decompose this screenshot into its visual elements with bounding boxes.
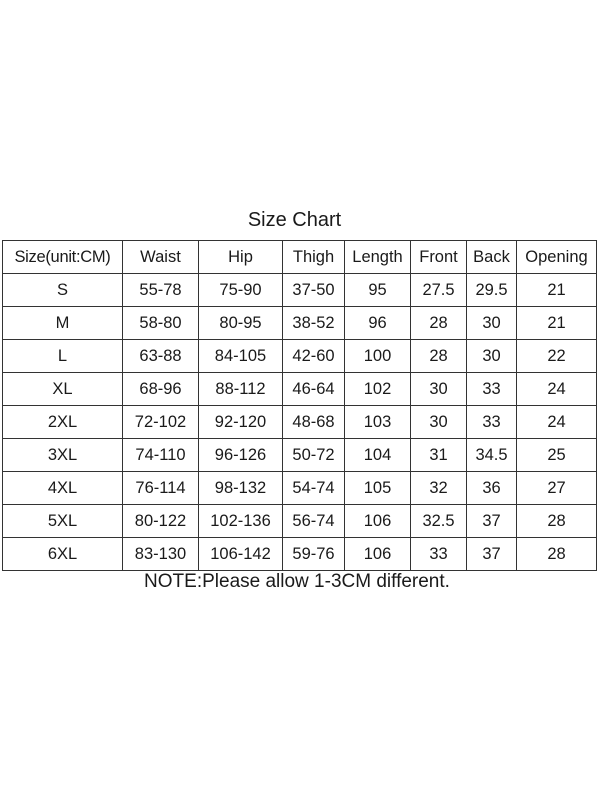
cell-hip: 88-112 (199, 373, 283, 406)
cell-size: XL (3, 373, 123, 406)
header-length: Length (345, 241, 411, 274)
cell-length: 106 (345, 538, 411, 571)
table-body (3, 274, 597, 571)
cell-opening: 22 (517, 340, 597, 373)
cell-front: 32.5 (411, 505, 467, 538)
table-row (3, 439, 597, 472)
cell-thigh: 50-72 (283, 439, 345, 472)
cell-length: 106 (345, 505, 411, 538)
cell-front: 27.5 (411, 274, 467, 307)
cell-opening: 24 (517, 373, 597, 406)
cell-waist: 55-78 (123, 274, 199, 307)
cell-thigh: 56-74 (283, 505, 345, 538)
header-hip: Hip (199, 241, 283, 274)
cell-size: 6XL (3, 538, 123, 571)
cell-back: 37 (467, 505, 517, 538)
cell-front: 33 (411, 538, 467, 571)
cell-waist: 58-80 (123, 307, 199, 340)
cell-back: 37 (467, 538, 517, 571)
cell-size: S (3, 274, 123, 307)
cell-back: 30 (467, 307, 517, 340)
cell-opening: 21 (517, 274, 597, 307)
chart-title: Size Chart (247, 209, 342, 231)
cell-opening: 28 (517, 538, 597, 571)
cell-thigh: 48-68 (283, 406, 345, 439)
cell-length: 96 (345, 307, 411, 340)
cell-thigh: 37-50 (283, 274, 345, 307)
cell-back: 29.5 (467, 274, 517, 307)
header-back: Back (467, 241, 517, 274)
cell-length: 95 (345, 274, 411, 307)
table-row (3, 472, 597, 505)
cell-front: 30 (411, 373, 467, 406)
cell-back: 30 (467, 340, 517, 373)
table-row (3, 505, 597, 538)
cell-front: 28 (411, 307, 467, 340)
cell-opening: 25 (517, 439, 597, 472)
size-chart-table (2, 240, 597, 571)
cell-opening: 21 (517, 307, 597, 340)
cell-waist: 68-96 (123, 373, 199, 406)
cell-thigh: 42-60 (283, 340, 345, 373)
cell-front: 31 (411, 439, 467, 472)
cell-hip: 96-126 (199, 439, 283, 472)
cell-front: 28 (411, 340, 467, 373)
cell-hip: 75-90 (199, 274, 283, 307)
cell-thigh: 46-64 (283, 373, 345, 406)
table-row (3, 538, 597, 571)
cell-length: 102 (345, 373, 411, 406)
cell-opening: 27 (517, 472, 597, 505)
header-waist: Waist (123, 241, 199, 274)
cell-waist: 63-88 (123, 340, 199, 373)
header-thigh: Thigh (283, 241, 345, 274)
cell-size: M (3, 307, 123, 340)
header-opening: Opening (517, 241, 597, 274)
cell-back: 34.5 (467, 439, 517, 472)
cell-length: 105 (345, 472, 411, 505)
cell-size: L (3, 340, 123, 373)
cell-front: 30 (411, 406, 467, 439)
header-row (3, 241, 597, 274)
cell-thigh: 59-76 (283, 538, 345, 571)
table-row (3, 307, 597, 340)
cell-size: 3XL (3, 439, 123, 472)
cell-hip: 80-95 (199, 307, 283, 340)
cell-waist: 80-122 (123, 505, 199, 538)
cell-front: 32 (411, 472, 467, 505)
table-row (3, 406, 597, 439)
cell-back: 36 (467, 472, 517, 505)
table-row (3, 373, 597, 406)
cell-waist: 74-110 (123, 439, 199, 472)
cell-thigh: 54-74 (283, 472, 345, 505)
cell-hip: 92-120 (199, 406, 283, 439)
cell-waist: 72-102 (123, 406, 199, 439)
cell-size: 2XL (3, 406, 123, 439)
cell-hip: 98-132 (199, 472, 283, 505)
cell-waist: 76-114 (123, 472, 199, 505)
cell-opening: 28 (517, 505, 597, 538)
cell-back: 33 (467, 373, 517, 406)
cell-size: 5XL (3, 505, 123, 538)
table-row (3, 274, 597, 307)
header-front: Front (411, 241, 467, 274)
cell-hip: 106-142 (199, 538, 283, 571)
cell-waist: 83-130 (123, 538, 199, 571)
cell-size: 4XL (3, 472, 123, 505)
cell-length: 103 (345, 406, 411, 439)
header-size: Size(unit:CM) (3, 241, 123, 274)
cell-back: 33 (467, 406, 517, 439)
cell-length: 104 (345, 439, 411, 472)
cell-hip: 84-105 (199, 340, 283, 373)
size-note: NOTE:Please allow 1-3CM different. (144, 571, 450, 592)
cell-opening: 24 (517, 406, 597, 439)
cell-length: 100 (345, 340, 411, 373)
table-row (3, 340, 597, 373)
cell-hip: 102-136 (199, 505, 283, 538)
cell-thigh: 38-52 (283, 307, 345, 340)
